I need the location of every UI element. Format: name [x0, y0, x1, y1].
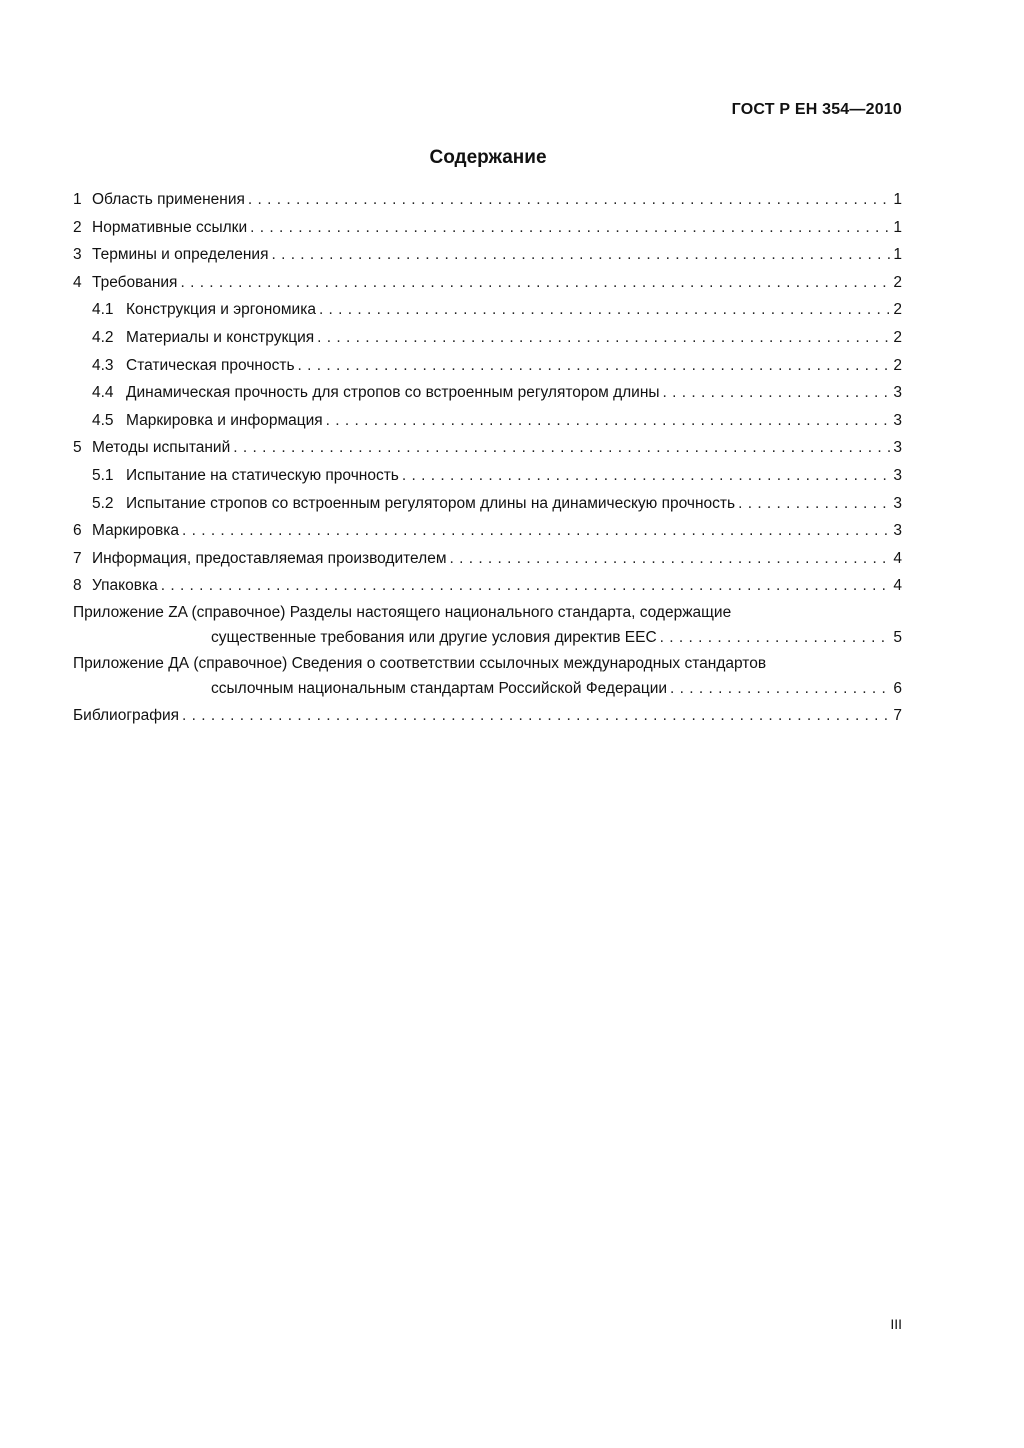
- dot-leader: [182, 517, 890, 545]
- toc-item-page: 6: [893, 680, 902, 698]
- toc-item-number: 3: [73, 246, 82, 264]
- toc-item-3[interactable]: [73, 241, 902, 269]
- toc-item-number: 4.1: [92, 301, 114, 319]
- toc-item-number: 8: [73, 577, 82, 595]
- toc-item-number: 5.1: [92, 466, 114, 484]
- toc-item-4-3[interactable]: [73, 352, 902, 380]
- dot-leader: [660, 625, 891, 651]
- dot-leader: [298, 352, 891, 380]
- dot-leader: [161, 572, 891, 600]
- toc-item-label: Материалы и конструкция: [126, 328, 315, 346]
- dot-leader: [250, 214, 890, 242]
- toc-item-number: 6: [73, 522, 82, 540]
- toc-appendix-za[interactable]: [73, 600, 902, 651]
- toc-item-label: Конструкция и эргономика: [126, 301, 316, 319]
- dot-leader: [670, 676, 890, 702]
- toc-item-page: 1: [893, 246, 902, 264]
- appendix-title-continuation: [73, 625, 902, 651]
- toc-item-4[interactable]: [73, 269, 902, 297]
- toc-item-page: 2: [893, 273, 902, 291]
- dot-leader: [317, 324, 890, 352]
- toc-item-label: Библиография: [73, 706, 180, 724]
- toc-item-page: 5: [893, 629, 902, 647]
- toc-item-8[interactable]: [73, 572, 902, 600]
- toc-item-bibliography[interactable]: [73, 702, 902, 730]
- toc-title: Содержание: [429, 147, 547, 168]
- toc-item-page: 3: [893, 384, 902, 402]
- toc-item-label: Информация, предоставляемая производителем: [92, 549, 447, 567]
- toc-item-number: 5.2: [92, 494, 114, 512]
- appendix-title-line: ссылочным национальным стандартам Российской Федерации: [211, 680, 668, 698]
- toc-item-6[interactable]: [73, 517, 902, 545]
- appendix-title-line: существенные требования или другие условия директив ЕЕС: [211, 629, 657, 647]
- dot-leader: [449, 545, 890, 573]
- toc-item-number: 5: [73, 439, 82, 457]
- toc-item-page: 7: [893, 706, 902, 724]
- dot-leader: [663, 379, 891, 407]
- toc-item-number: 4: [73, 273, 82, 291]
- dot-leader: [319, 296, 890, 324]
- dot-leader: [326, 407, 891, 435]
- toc-item-1[interactable]: [73, 186, 902, 214]
- toc-item-page: 3: [893, 466, 902, 484]
- toc-item-5-2[interactable]: [73, 490, 902, 518]
- toc-item-label: Испытание стропов со встроенным регулятором длины на динамическую прочность: [126, 494, 736, 512]
- toc-item-7[interactable]: [73, 545, 902, 573]
- toc-item-label: Методы испытаний: [92, 439, 231, 457]
- toc-item-page: 3: [893, 522, 902, 540]
- toc-item-4-4[interactable]: [73, 379, 902, 407]
- toc-item-5[interactable]: [73, 434, 902, 462]
- toc-item-4-2[interactable]: [73, 324, 902, 352]
- page-number: III: [890, 1316, 902, 1332]
- toc-item-page: 3: [893, 494, 902, 512]
- table-of-contents: [73, 186, 902, 730]
- appendix-title-line: Приложение ZA (справочное) Разделы настоящего национального стандарта, содержащие: [73, 603, 732, 621]
- toc-item-4-1[interactable]: [73, 296, 902, 324]
- toc-item-label: Маркировка и информация: [126, 411, 323, 429]
- dot-leader: [182, 702, 890, 730]
- dot-leader: [248, 186, 891, 214]
- toc-item-number: 1: [73, 191, 82, 208]
- toc-item-number: 2: [73, 218, 82, 236]
- toc-item-page: 4: [893, 577, 902, 595]
- toc-item-label: Требования: [92, 273, 178, 291]
- document-code: ГОСТ Р ЕН 354—2010: [731, 101, 902, 118]
- toc-item-5-1[interactable]: [73, 462, 902, 490]
- toc-item-page: 2: [893, 328, 902, 346]
- toc-item-number: 4.4: [92, 384, 114, 402]
- toc-item-page: 4: [893, 549, 902, 567]
- dot-leader: [180, 269, 890, 297]
- toc-item-number: 4.3: [92, 356, 114, 374]
- toc-item-page: 2: [893, 301, 902, 319]
- toc-item-label: Нормативные ссылки: [92, 218, 248, 236]
- toc-item-page: 3: [893, 439, 902, 457]
- toc-item-label: Термины и определения: [92, 246, 269, 264]
- toc-item-page: 1: [893, 218, 902, 236]
- toc-item-2[interactable]: [73, 214, 902, 242]
- dot-leader: [271, 241, 890, 269]
- toc-item-label: Статическая прочность: [126, 356, 295, 374]
- toc-item-number: 7: [73, 549, 82, 567]
- toc-item-label: Область применения: [92, 191, 245, 208]
- toc-item-page: 2: [893, 356, 902, 374]
- toc-item-label: Динамическая прочность для стропов со встроенным регулятором длины: [126, 384, 660, 402]
- toc-item-label: Испытание на статическую прочность: [126, 466, 399, 484]
- dot-leader: [402, 462, 891, 490]
- toc-item-page: 3: [893, 411, 902, 429]
- toc-item-number: 4.5: [92, 411, 114, 429]
- dot-leader: [233, 434, 890, 462]
- toc-appendix-da[interactable]: [73, 651, 902, 702]
- toc-item-4-5[interactable]: [73, 407, 902, 435]
- appendix-title-continuation: [73, 676, 902, 702]
- dot-leader: [738, 490, 890, 518]
- toc-item-label: Маркировка: [92, 522, 179, 540]
- appendix-title-line: Приложение ДА (справочное) Сведения о соответствии ссылочных международных стандартов: [73, 654, 767, 672]
- toc-item-page: 1: [893, 191, 902, 208]
- toc-item-number: 4.2: [92, 328, 114, 346]
- toc-item-label: Упаковка: [92, 577, 158, 595]
